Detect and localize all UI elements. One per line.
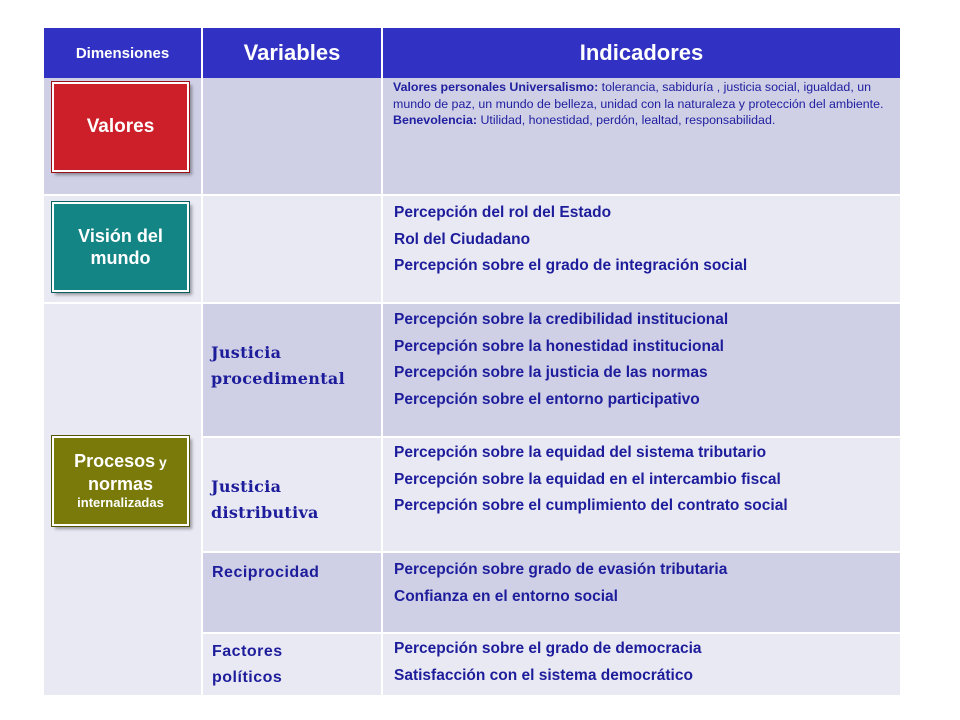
header-variables xyxy=(203,28,383,78)
header-indicadores-label: Indicadores xyxy=(579,40,704,65)
list-item: Percepción sobre la honestidad institucional xyxy=(394,337,724,355)
variable-line: Justicia xyxy=(211,343,282,362)
variable-reciprocidad xyxy=(212,560,319,586)
variable-factores-politicos xyxy=(212,639,283,691)
procesos-badge-line2: normas xyxy=(87,473,154,494)
procedimental-indicators-list xyxy=(394,307,728,413)
header-dimensiones xyxy=(44,28,203,78)
valores-badge xyxy=(52,82,189,172)
list-item: Percepción sobre la credibilidad institucional xyxy=(394,311,729,328)
variable-line: Factores xyxy=(212,643,283,660)
row-vision-variable-cell xyxy=(203,196,383,304)
row-valores-variable-cell xyxy=(203,78,383,196)
distributiva-indicators-list xyxy=(394,440,788,520)
benevolencia-label: Benevolencia: xyxy=(393,113,478,128)
variable-justicia-procedimental xyxy=(211,340,345,392)
variable-line: procedimental xyxy=(211,369,345,388)
header-dimensiones-label: Dimensiones xyxy=(75,44,170,62)
procesos-badge xyxy=(52,436,189,526)
list-item: Satisfacción con el sistema democrático xyxy=(394,666,693,684)
variable-line: Justicia xyxy=(211,477,282,496)
list-item: Rol del Ciudadano xyxy=(394,230,531,248)
variable-line: distributiva xyxy=(211,503,319,522)
universalismo-text: tolerancia, sabiduría , justicia social, igualdad, un mundo de paz, un mundo de belleza, unidad con la naturaleza y protección del ambiente. xyxy=(393,80,884,111)
procesos-badge-line1 xyxy=(74,450,167,473)
benevolencia-text: Utilidad, honestidad, perdón, lealtad, responsabilidad. xyxy=(477,113,776,128)
variable-justicia-distributiva xyxy=(211,474,319,526)
vision-badge xyxy=(52,202,189,292)
valores-badge-label: Valores xyxy=(86,116,155,138)
list-item: Percepción sobre el entorno participativo xyxy=(394,390,700,408)
list-item: Confianza en el entorno social xyxy=(394,587,618,605)
valores-indicators-text xyxy=(393,79,891,129)
procesos-badge-y: y xyxy=(155,454,167,471)
list-item: Percepción sobre la equidad en el intercambio fiscal xyxy=(394,470,781,488)
dimensions-table xyxy=(44,28,900,695)
variable-line: Reciprocidad xyxy=(212,564,320,581)
list-item: Percepción del rol del Estado xyxy=(394,204,612,221)
vision-badge-line1: Visión del xyxy=(78,225,163,246)
procesos-badge-line3: internalizadas xyxy=(77,495,164,511)
procesos-badge-word: Procesos xyxy=(74,451,156,472)
universalismo-label: Valores personales Universalismo: xyxy=(393,80,599,94)
list-item: Percepción sobre la equidad del sistema tributario xyxy=(394,444,767,461)
reciprocidad-indicators-list xyxy=(394,557,727,610)
header-variables-label: Variables xyxy=(243,40,341,65)
list-item: Percepción sobre el grado de democracia xyxy=(394,640,702,657)
vision-indicators-list xyxy=(394,200,747,280)
vision-badge-line2: mundo xyxy=(90,248,151,268)
politicos-indicators-list xyxy=(394,636,702,689)
list-item: Percepción sobre la justicia de las normas xyxy=(394,364,708,381)
variable-line: políticos xyxy=(212,669,283,686)
list-item: Percepción sobre grado de evasión tributaria xyxy=(394,561,728,578)
header-indicadores xyxy=(383,28,900,78)
list-item: Percepción sobre el cumplimiento del contrato social xyxy=(394,497,788,514)
list-item: Percepción sobre el grado de integración social xyxy=(394,257,748,274)
